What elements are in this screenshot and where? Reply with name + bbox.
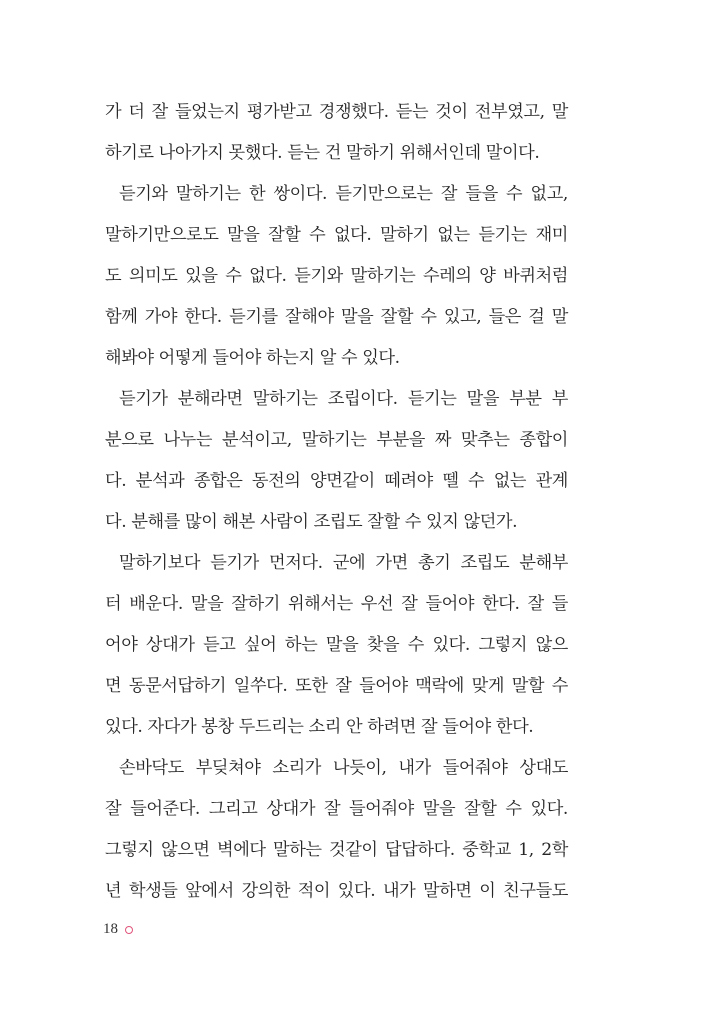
text-line: 다. 분석과 종합은 동전의 양면같이 떼려야 뗄 수 없는 관계: [105, 471, 568, 491]
text-line: 그렇지 않으면 벽에다 말하는 것같이 답답하다. 중학교 1, 2학: [105, 840, 568, 860]
text-line: 도 의미도 있을 수 없다. 듣기와 말하기는 수레의 양 바퀴처럼: [105, 266, 568, 286]
page-footer: [103, 915, 133, 943]
text-line: 함께 가야 한다. 듣기를 잘해야 말을 잘할 수 있고, 들은 걸 말: [105, 307, 568, 327]
paragraph-first-line: 듣기가 분해라면 말하기는 조립이다. 듣기는 말을 부분 부: [119, 389, 568, 409]
text-line: 가 더 잘 들었는지 평가받고 경쟁했다. 듣는 것이 전부였고, 말: [105, 102, 568, 122]
text-line: 어야 상대가 듣고 싶어 하는 말을 찾을 수 있다. 그렇지 않으: [105, 635, 568, 655]
text-line: 하기로 나아가지 못했다. 듣는 건 말하기 위해서인데 말이다.: [105, 143, 540, 163]
text-line: 해봐야 어떻게 들어야 하는지 알 수 있다.: [105, 348, 400, 368]
page-number: 18: [103, 920, 118, 937]
paragraph-first-line: 듣기와 말하기는 한 쌍이다. 듣기만으로는 잘 들을 수 없고,: [119, 184, 568, 204]
small-circle-icon: [125, 926, 133, 934]
text-line: 잘 들어준다. 그리고 상대가 잘 들어줘야 말을 잘할 수 있다.: [105, 799, 568, 819]
text-line: 있다. 자다가 봉창 두드리는 소리 안 하려면 잘 들어야 한다.: [105, 717, 534, 737]
paragraph-first-line: 말하기보다 듣기가 먼저다. 군에 가면 총기 조립도 분해부: [119, 553, 568, 573]
text-line: 말하기만으로도 말을 잘할 수 없다. 말하기 없는 듣기는 재미: [105, 225, 568, 245]
text-line: 분으로 나누는 분석이고, 말하기는 부분을 짜 맞추는 종합이: [105, 430, 568, 450]
text-line: 년 학생들 앞에서 강의한 적이 있다. 내가 말하면 이 친구들도: [105, 881, 568, 901]
paragraph-first-line: 손바닥도 부딪쳐야 소리가 나듯이, 내가 들어줘야 상대도: [119, 758, 568, 778]
text-line: 터 배운다. 말을 잘하기 위해서는 우선 잘 들어야 한다. 잘 들: [105, 594, 568, 614]
body-text: [105, 92, 568, 912]
text-line: 면 동문서답하기 일쑤다. 또한 잘 들어야 맥락에 맞게 말할 수: [105, 676, 568, 696]
text-line: 다. 분해를 많이 해본 사람이 조립도 잘할 수 있지 않던가.: [105, 512, 518, 532]
